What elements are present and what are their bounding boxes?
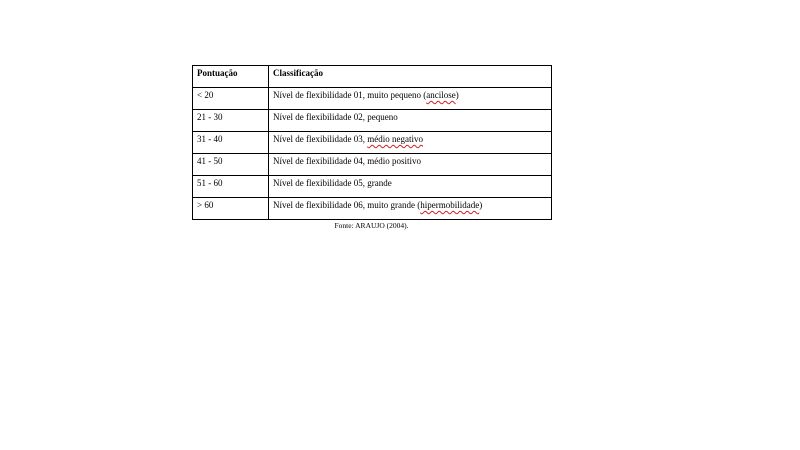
classification-text: Nível de flexibilidade 04, médio positivo xyxy=(273,156,421,166)
table-row xyxy=(193,154,552,176)
table-caption: Fonte: ARAUJO (2004). xyxy=(334,221,409,230)
classification-cell xyxy=(269,132,552,154)
table-row xyxy=(193,198,552,220)
classification-cell xyxy=(269,176,552,198)
classification-cell xyxy=(269,154,552,176)
flexibility-table xyxy=(192,65,552,220)
header-classificacao: Classificação xyxy=(269,66,552,88)
misspelled-word[interactable]: ancilose xyxy=(426,90,456,100)
score-cell: > 60 xyxy=(193,198,269,220)
classification-text-end: ) xyxy=(479,200,483,210)
misspelled-word[interactable]: médio negativo xyxy=(367,134,423,144)
classification-text: Nível de flexibilidade 05, grande xyxy=(273,178,392,188)
classification-text: Nível de flexibilidade 03, xyxy=(273,134,368,144)
classification-cell xyxy=(269,110,552,132)
classification-text: Nível de flexibilidade 02, pequeno xyxy=(273,112,398,122)
classification-text: Nível de flexibilidade 06, muito grande ( xyxy=(273,200,421,210)
table-row xyxy=(193,88,552,110)
score-cell: 41 - 50 xyxy=(193,154,269,176)
table-header-row xyxy=(193,66,552,88)
score-cell: 51 - 60 xyxy=(193,176,269,198)
score-cell: 31 - 40 xyxy=(193,132,269,154)
table-row xyxy=(193,110,552,132)
score-cell: < 20 xyxy=(193,88,269,110)
header-pontuacao: Pontuação xyxy=(193,66,269,88)
score-cell: 21 - 30 xyxy=(193,110,269,132)
classification-text-end: ) xyxy=(455,90,459,100)
classification-cell xyxy=(269,198,552,220)
table-row xyxy=(193,176,552,198)
classification-cell xyxy=(269,88,552,110)
misspelled-word[interactable]: hipermobilidade xyxy=(420,200,480,210)
table-row xyxy=(193,132,552,154)
classification-text: Nível de flexibilidade 01, muito pequeno ( xyxy=(273,90,427,100)
